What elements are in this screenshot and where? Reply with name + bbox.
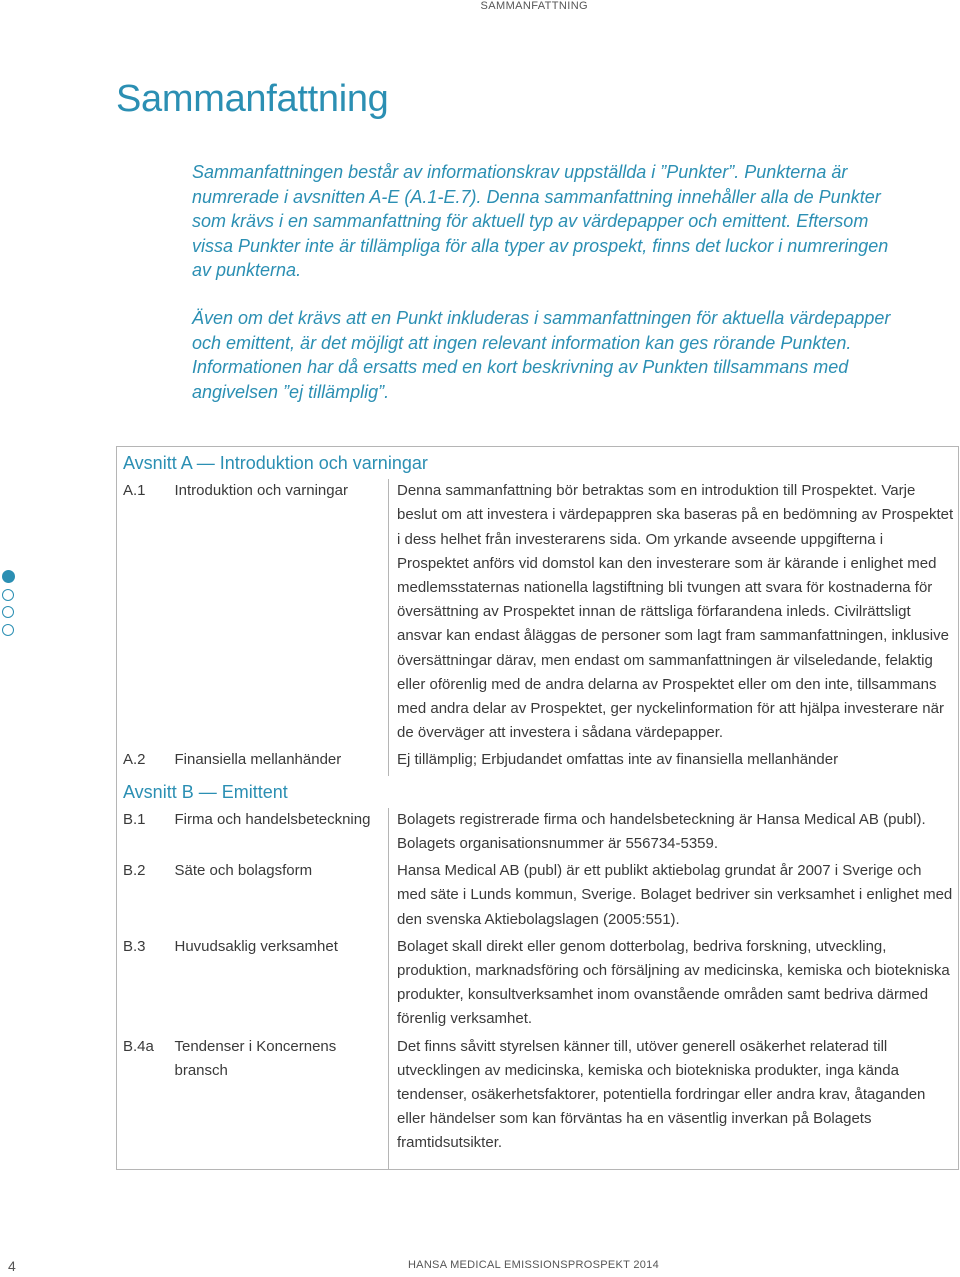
footer-publication-title: HANSA MEDICAL EMISSIONSPROSPEKT 2014 — [407, 1259, 659, 1271]
row-text: Denna sammanfattning bör betraktas som en introduktion till Prospektet. Varje beslut om att investera i värdepappren ska baseras på en bedömning av Prospektet i dess helhet från investerarens sida. Om yrkande avseende uppgifterna i Prospektet anförs vid domstol kan den investerare som är kärande i enlighet med medlemsstaternas nationella lagstiftning bli tvungen att svara för kostnaderna för översättning av Prospektet innan de rättsliga förfarandena inleds. Civilrättsligt ansvar kan endast åläggas de personer som lagt fram sammanfattningen, inklusive översättningar därav, men endast om sammanfattningen är vilseledande, felaktig eller oförenlig med de andra delarna av Prospektet eller om den inte, tillsammans med andra delar av Prospektet, ger nyckelinformation för att hjälpa investerare när de överväger att investera i sådana värdepapper. — [389, 479, 959, 748]
table-row — [117, 808, 959, 859]
row-title: Introduktion och varningar — [174, 482, 348, 500]
row-code: A.2 — [123, 751, 146, 769]
table-row — [117, 935, 959, 1035]
row-title: Huvudsaklig verksamhet — [174, 937, 338, 955]
row-text: Det finns såvitt styrelsen känner till, utöver generell osäkerhet relaterad till utvecklingen av medicinska, kemiska och biotekniska produkter, inga kända tendenser, osäkerhetsfaktorer, potentiella fordringar eller andra krav, åtaganden eller händelser som kan förväntas ha en väsentlig inverkan på Bolagets framtidsutsikter. — [389, 1035, 959, 1170]
table-row — [117, 479, 959, 748]
table-row — [117, 859, 959, 935]
section-a-heading: Avsnitt A — Introduktion och varningar — [123, 453, 428, 473]
row-code: B.2 — [123, 862, 146, 880]
row-text: Bolaget skall direkt eller genom dotterbolag, bedriva forskning, utveckling, produktion, marknadsföring och försäljning av medicinska, kemiska och biotekniska produkter, konsultverksamhet inom ovanstående områden samt bedriva därmed förenlig verksamhet. — [389, 935, 959, 1035]
section-progress-dots — [2, 570, 16, 641]
progress-dot — [2, 624, 14, 636]
row-text: Bolagets registrerade firma och handelsbeteckning är Hansa Medical AB (publ). Bolagets organisationsnummer är 556734-5359. — [389, 808, 959, 859]
section-heading-row — [117, 776, 959, 808]
intro-text-2: Även om det krävs att en Punkt inkluderas i sammanfattningen för aktuella värdepapper och emittent, är det möjligt att ingen relevant information kan ges rörande Punkten. Informationen har då ersatts med en kort beskrivning av Punkten tillsammans med angivelsen ”ej tillämplig”. — [192, 308, 891, 402]
row-title: Finansiella mellanhänder — [174, 751, 342, 769]
running-head: SAMMANFATTNING — [480, 0, 588, 12]
row-code: B.4a — [123, 1037, 154, 1055]
row-text: Ej tillämplig; Erbjudandet omfattas inte av finansiella mellanhänder — [389, 748, 959, 775]
row-code: B.1 — [123, 810, 146, 828]
row-title: Firma och handelsbeteckning — [174, 810, 371, 828]
progress-dot-active — [2, 570, 15, 583]
row-code: B.3 — [123, 937, 146, 955]
page-title: Sammanfattning — [116, 78, 389, 120]
progress-dot — [2, 606, 14, 618]
intro-paragraph-1 — [192, 160, 892, 283]
summary-table — [116, 446, 959, 1170]
row-code: A.1 — [123, 482, 146, 500]
table-row — [117, 1035, 959, 1170]
row-text: Hansa Medical AB (publ) är ett publikt aktiebolag grundat år 2007 i Sverige och med säte i Lunds kommun, Sverige. Bolaget bedriver sin verksamhet i enlighet med den svenska Aktiebolagslagen (2005:551). — [389, 859, 959, 935]
page-number: 4 — [8, 1258, 16, 1274]
intro-text-1: Sammanfattningen består av informationskrav uppställda i ”Punkter”. Punkterna är numrerade i avsnitten A-E (A.1-E.7). Denna sammanfattning innehåller alla de Punkter som krävs i en sammanfattning för aktuell typ av värdepapper och emittent. Eftersom vissa Punkter inte är tillämpliga för alla typer av prospekt, finns det luckor i numreringen av punkterna. — [192, 162, 889, 280]
row-title: Tendenser i Koncernens bransch — [174, 1037, 337, 1079]
table-row — [117, 748, 959, 775]
section-heading-row — [117, 447, 959, 480]
intro-paragraph-2 — [192, 306, 892, 404]
row-title: Säte och bolagsform — [174, 862, 313, 880]
progress-dot — [2, 589, 14, 601]
section-b-heading: Avsnitt B — Emittent — [123, 781, 288, 802]
